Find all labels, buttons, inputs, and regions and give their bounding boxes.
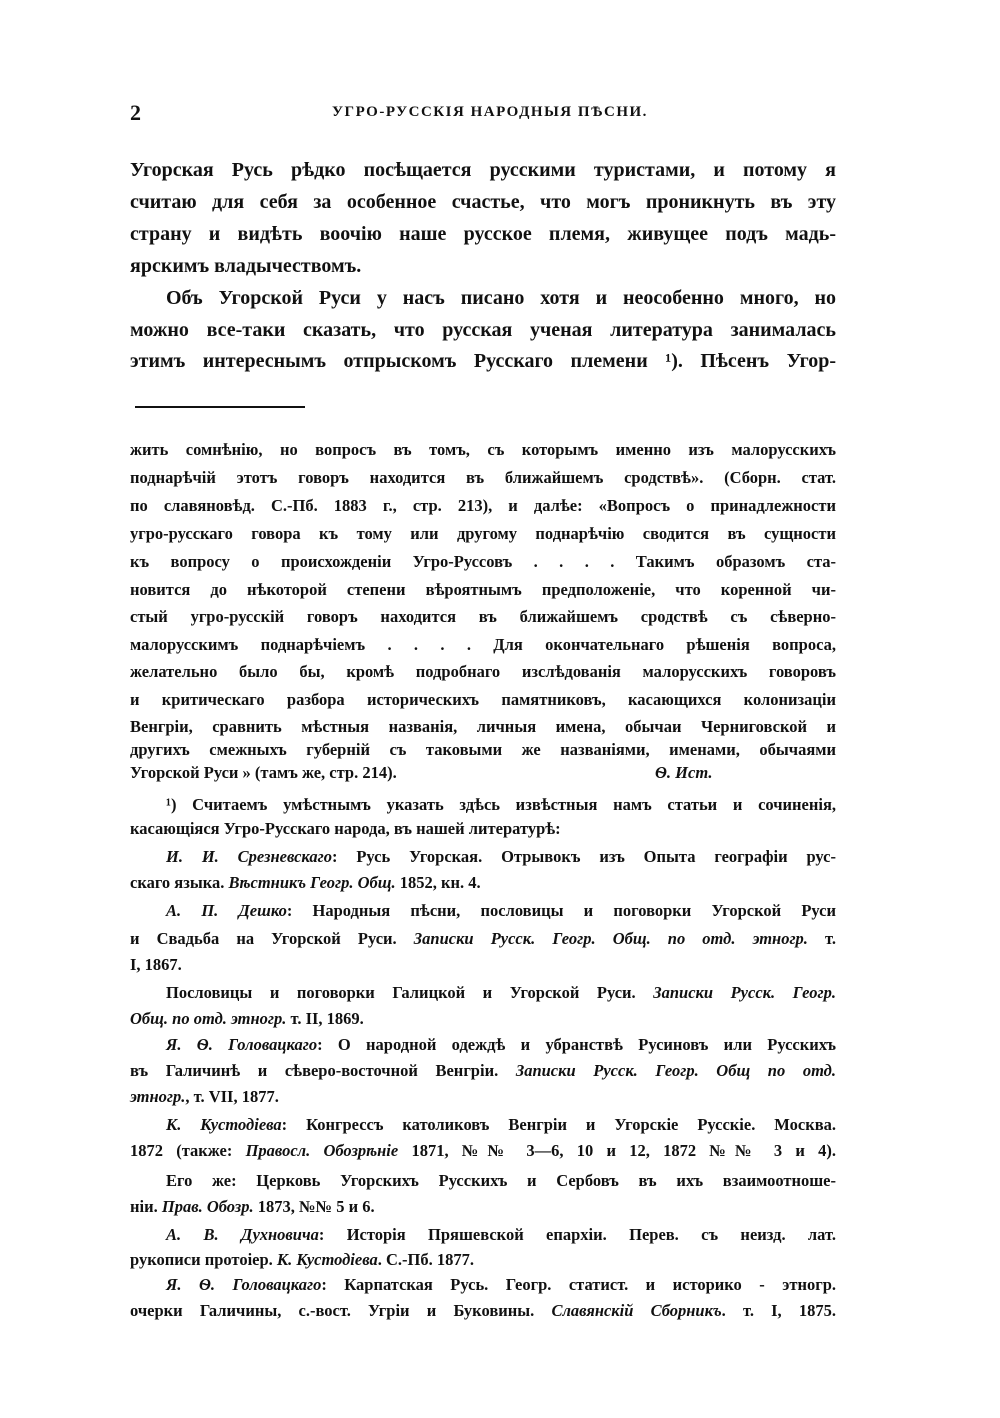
text-segment: : Исторія Пряшевской епархіи. Перев. съ неизд. лат. [318,1225,836,1244]
text-line [130,1008,836,1030]
text-line [130,982,836,1004]
text-line [130,606,836,628]
text-line [130,762,836,784]
italic-citation: Прав. Обозр. [161,1197,254,1216]
italic-citation: А. В. Духновича [166,1225,319,1244]
footnote-divider [135,406,305,408]
text-segment: : Русь Угорская. Отрывокъ изъ Опыта географіи рус- [331,847,836,866]
text-segment: : Карпатская Русь. Геогр. статист. и историко - этногр. [321,1275,836,1294]
text-segment: : Народныя пѣсни, пословицы и поговорки Угорской Руси [286,901,836,920]
italic-citation: И. И. Срезневскаго [166,847,332,866]
text-line [130,221,836,247]
italic-citation: этногр. [130,1087,186,1106]
text-line [130,1114,836,1136]
text-segment: Объ Угорской Руси у насъ писано хотя и неособенно много, но [166,287,836,309]
text-segment: этимъ интереснымъ отпрыскомъ Русскаго племени ¹). Пѣсенъ Угор- [130,350,836,372]
text-segment: т. [807,929,836,948]
text-line [130,285,836,311]
text-segment: страну и видѣть воочію наше русское племя, живущее подъ мадь- [130,223,836,245]
text-segment: : О народной одеждѣ и убранствѣ Русиновъ или Русскихъ [317,1035,836,1054]
text-line [130,439,836,461]
text-line [130,317,836,343]
text-segment: т. II, 1869. [286,1009,364,1028]
text-line [130,1170,836,1192]
text-segment: ¹) Считаемъ умѣстнымъ указать здѣсь извѣстныя намъ статьи и сочиненія, [166,795,836,814]
text-segment: стый угро-русскій говоръ находится въ ближайшемъ сродствѣ съ сѣверно- [130,607,836,626]
text-line [130,467,836,489]
text-line [130,661,836,683]
italic-citation: А. П. Дешко [166,901,287,920]
italic-citation: Правосл. Обозрѣніе [245,1141,399,1160]
text-line [130,1060,836,1082]
text-line [130,1034,836,1056]
text-line [130,872,836,894]
text-segment: Венгріи, сравнить мѣстныя названія, личныя имена, обычаи Черниговской и [130,717,836,736]
text-segment: : Конгрессъ католиковъ Венгріи и Угорскіе Русскіе. Москва. [281,1115,837,1134]
text-segment: другихъ смежныхъ губерній съ таковыми же названіями, именами, обычаями [130,740,836,759]
italic-citation: К. Кустодіева [166,1115,282,1134]
text-segment: и критическаго разбора историческихъ памятниковъ, касающихся колонизаціи [130,690,836,709]
italic-citation: Записки Русск. Геогр. Общ. по отд. этногр. [413,929,808,948]
italic-citation: Вѣстникъ Геогр. Общ. [228,873,396,892]
text-segment: малорусскимъ поднарѣчіемъ . . . . Для окончательнаго рѣшенія вопроса, [130,635,836,654]
italic-citation: Записки Русск. Геогр. Общ по отд. [515,1061,836,1080]
text-segment: 1873, №№ 5 и 6. [253,1197,375,1216]
text-line [130,818,836,840]
text-line [130,1249,836,1271]
text-segment: 1872 (также: [130,1141,246,1160]
text-line [130,1224,836,1246]
text-segment: можно все-таки сказать, что русская ученая литература занималась [130,319,836,341]
text-line [130,253,836,279]
text-segment: Угорской Руси » (тамъ же, стр. 214). [130,763,397,782]
text-segment: скаго языка. [130,873,229,892]
text-segment: ніи. [130,1197,162,1216]
text-segment: считаю для себя за особенное счастье, что могъ проникнуть въ эту [130,191,836,213]
text-line [130,928,836,950]
italic-citation: Записки Русск. Геогр. [653,983,836,1002]
text-segment: 1871, №№ 3—6, 10 и 12, 1872 №№ 3 и 4). [398,1141,836,1160]
text-segment: поднарѣчій этотъ говоръ находится въ ближайшемъ сродствѣ». (Сборн. стат. [130,468,836,487]
text-segment: ярскимъ владычествомъ. [130,255,362,277]
text-segment: , т. VII, 1877. [185,1087,279,1106]
text-segment: Пословицы и поговорки Галицкой и Угорской Руси. [166,983,654,1002]
text-line [130,551,836,573]
text-line [130,1300,836,1322]
text-segment: касающіяся Угро-Русскаго народа, въ нашей литературѣ: [130,819,561,838]
signature: Ѳ. Ист. [655,763,713,782]
text-line [130,634,836,656]
text-line [130,523,836,545]
text-segment: . С.-Пб. 1877. [377,1250,474,1269]
text-segment: угро-русскаго говора къ тому или другому поднарѣчію сводится въ сущности [130,524,836,543]
text-segment: 1852, кн. 4. [395,873,481,892]
text-line [130,739,836,761]
text-line [130,689,836,711]
text-line [130,1274,836,1296]
text-segment: I, 1867. [130,955,182,974]
text-segment: Его же: Церковь Угорскихъ Русскихъ и Сербовъ въ ихъ взаимоотноше- [166,1171,836,1190]
text-segment: къ вопросу о происхожденіи Угро-Руссовъ . . . . Такимъ образомъ ста- [130,552,836,571]
text-line [130,1140,836,1162]
text-line [130,579,836,601]
text-line [130,1196,836,1218]
text-segment: желательно было бы, кромѣ подробнаго изслѣдованія малорусскихъ говоровъ [130,662,836,681]
italic-citation: Я. Ѳ. Головацкаго [166,1275,322,1294]
page-number: 2 [130,100,141,125]
running-title: УГРО-РУССКІЯ НАРОДНЫЯ ПѢСНИ. [332,104,648,120]
text-segment: и Свадьба на Угорской Руси. [130,929,414,948]
text-line [130,1086,836,1108]
text-segment: жить сомнѣнію, но вопросъ въ томъ, съ которымъ именно изъ малорусскихъ [130,440,836,459]
text-line [130,954,836,976]
text-segment: Угорская Русь рѣдко посѣщается русскими туристами, и потому я [130,159,836,181]
text-segment: рукописи протоіер. [130,1250,277,1269]
text-segment: очерки Галичины, с.-вост. Угріи и Буковины. [130,1301,552,1320]
italic-citation: Славянскій Сборникъ [551,1301,722,1320]
text-segment: по славяновѣд. С.-Пб. 1883 г., стр. 213), и далѣе: «Вопросъ о принадлежности [130,496,836,515]
text-line [130,716,836,738]
text-line [130,900,836,922]
text-line [130,189,836,215]
italic-citation: Я. Ѳ. Головацкаго [166,1035,318,1054]
text-line [130,348,836,374]
text-segment: въ Галичинѣ и сѣверо-восточной Венгріи. [130,1061,516,1080]
text-line [130,794,836,816]
text-segment: новится до нѣкоторой степени вѣроятнымъ предположеніе, что коренной чи- [130,580,836,599]
text-line [130,157,836,183]
text-line [130,495,836,517]
italic-citation: Общ. по отд. этногр. [130,1009,287,1028]
text-segment: . т. I, 1875. [721,1301,836,1320]
italic-citation: К. Кустодіева [276,1250,378,1269]
text-line [130,846,836,868]
